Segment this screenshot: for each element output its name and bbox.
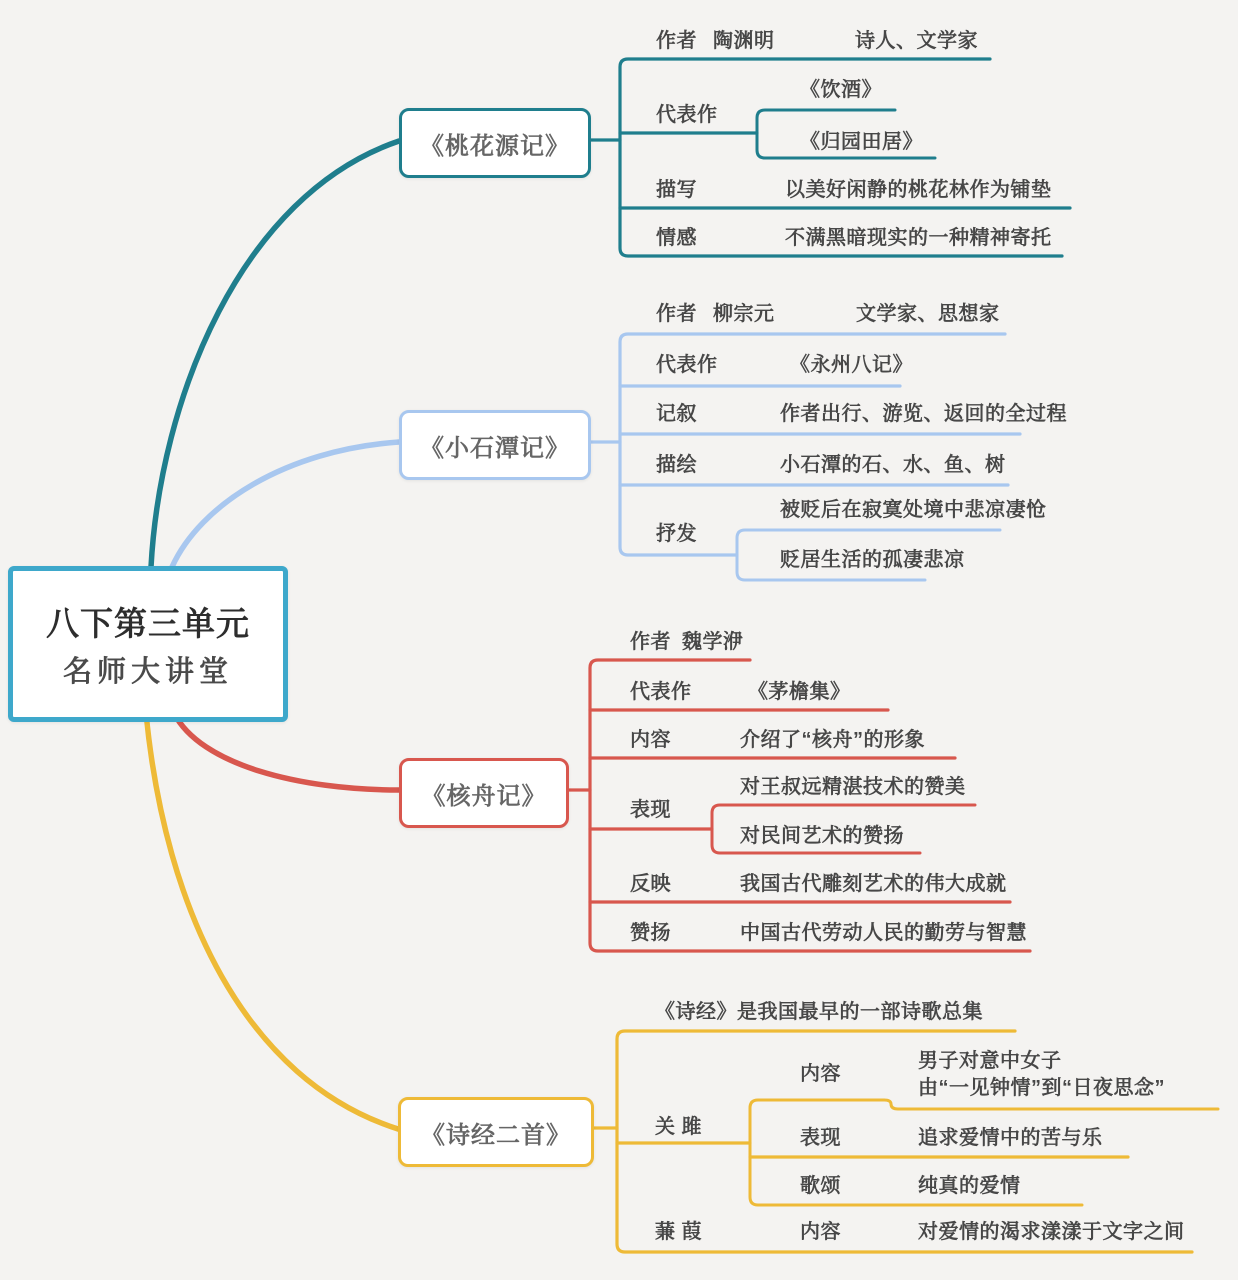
b4-guanju-row-label: 歌颂 — [800, 1175, 841, 1197]
connector-root-to-hezhou — [174, 713, 399, 790]
b3-work-maoyan: 《茅檐集》 — [748, 681, 851, 703]
b1-row-value: 不满黑暗现实的一种精神寄托 — [785, 227, 1052, 249]
b4-guanju-row-label: 表现 — [800, 1127, 841, 1149]
root-subtitle: 名师大讲堂 — [62, 656, 233, 688]
b1-works-label: 代表作 — [656, 104, 718, 126]
topic-title: 《桃花源记》 — [420, 132, 570, 160]
b4-intro: 《诗经》是我国最早的一部诗歌总集 — [655, 1001, 983, 1023]
b1-author-name: 陶渊明 — [713, 30, 775, 52]
b3-works-label: 代表作 — [630, 681, 692, 703]
b2-row-value: 小石潭的石、水、鱼、树 — [780, 454, 1006, 476]
b3-biaoxian-label: 表现 — [630, 799, 671, 821]
b2-works-label: 代表作 — [656, 354, 718, 376]
topic-title: 《核舟记》 — [421, 782, 547, 810]
b4-guanju-content-line1: 男子对意中女子 — [918, 1050, 1062, 1072]
topic-node-hezhouji — [399, 758, 569, 828]
b1-work-guiyuan: 《归园田居》 — [800, 131, 923, 153]
b3-author-name: 魏学洢 — [682, 631, 744, 653]
b2-author-name: 柳宗元 — [713, 303, 775, 325]
b1-row-value: 以美好闲静的桃花林作为铺垫 — [785, 179, 1052, 201]
b2-shufa-item: 被贬后在寂寞处境中悲凉凄怆 — [780, 499, 1047, 521]
topic-title: 《诗经二首》 — [421, 1121, 571, 1149]
b3-author-label: 作者 — [630, 631, 671, 653]
connector-root-to-xiaoshitan — [172, 442, 399, 567]
b4-jianjia-content-label: 内容 — [800, 1221, 841, 1243]
b1-work-yinjiu: 《饮酒》 — [800, 79, 882, 101]
topic-node-taohuayuanji — [399, 108, 591, 178]
b3-row-value: 我国古代雕刻艺术的伟大成就 — [740, 873, 1007, 895]
guanju-content-underline-jog — [884, 1100, 1218, 1109]
b4-guanju-content-label: 内容 — [800, 1063, 841, 1085]
b2-work-yongzhou: 《永州八记》 — [790, 354, 913, 376]
root-node — [8, 566, 288, 722]
root-title: 八下第三单元 — [46, 605, 250, 642]
b1-row-label: 情感 — [656, 227, 697, 249]
b3-row-value: 中国古代劳动人民的勤劳与智慧 — [740, 922, 1027, 944]
b1-row-label: 描写 — [656, 179, 697, 201]
b1-author-desc: 诗人、文学家 — [855, 30, 978, 52]
b2-row-label: 记叙 — [656, 403, 697, 425]
connector-root-to-taohuayuan — [151, 141, 399, 567]
b2-row-label: 描绘 — [656, 454, 697, 476]
topic-node-shijingershou — [398, 1097, 594, 1167]
b4-guanju-name: 关 雎 — [655, 1116, 703, 1138]
b4-guanju-row-value: 追求爱情中的苦与乐 — [918, 1127, 1103, 1149]
b3-content-value: 介绍了“核舟”的形象 — [740, 729, 925, 751]
b3-row-label: 赞扬 — [630, 922, 671, 944]
b2-row-value: 作者出行、游览、返回的全过程 — [780, 403, 1067, 425]
b4-guanju-content-line2: 由“一见钟情”到“日夜思念” — [918, 1077, 1165, 1099]
b4-guanju-row-value: 纯真的爱情 — [918, 1175, 1021, 1197]
b3-biaoxian-item: 对王叔远精湛技术的赞美 — [740, 776, 966, 798]
b1-author-label: 作者 — [656, 30, 697, 52]
b3-content-label: 内容 — [630, 729, 671, 751]
topic-title: 《小石潭记》 — [420, 434, 570, 462]
b2-shufa-item: 贬居生活的孤凄悲凉 — [780, 549, 965, 571]
b4-jianjia-content-value: 对爱情的渴求漾漾于文字之间 — [918, 1221, 1185, 1243]
b3-biaoxian-item: 对民间艺术的赞扬 — [740, 825, 904, 847]
b2-author-desc: 文学家、思想家 — [856, 303, 1000, 325]
b3-row-label: 反映 — [630, 873, 671, 895]
b2-author-label: 作者 — [656, 303, 697, 325]
b2-shufa-label: 抒发 — [656, 523, 697, 545]
topic-node-xiaoshitanji — [399, 410, 591, 480]
b4-jianjia-name: 蒹 葭 — [655, 1221, 703, 1243]
